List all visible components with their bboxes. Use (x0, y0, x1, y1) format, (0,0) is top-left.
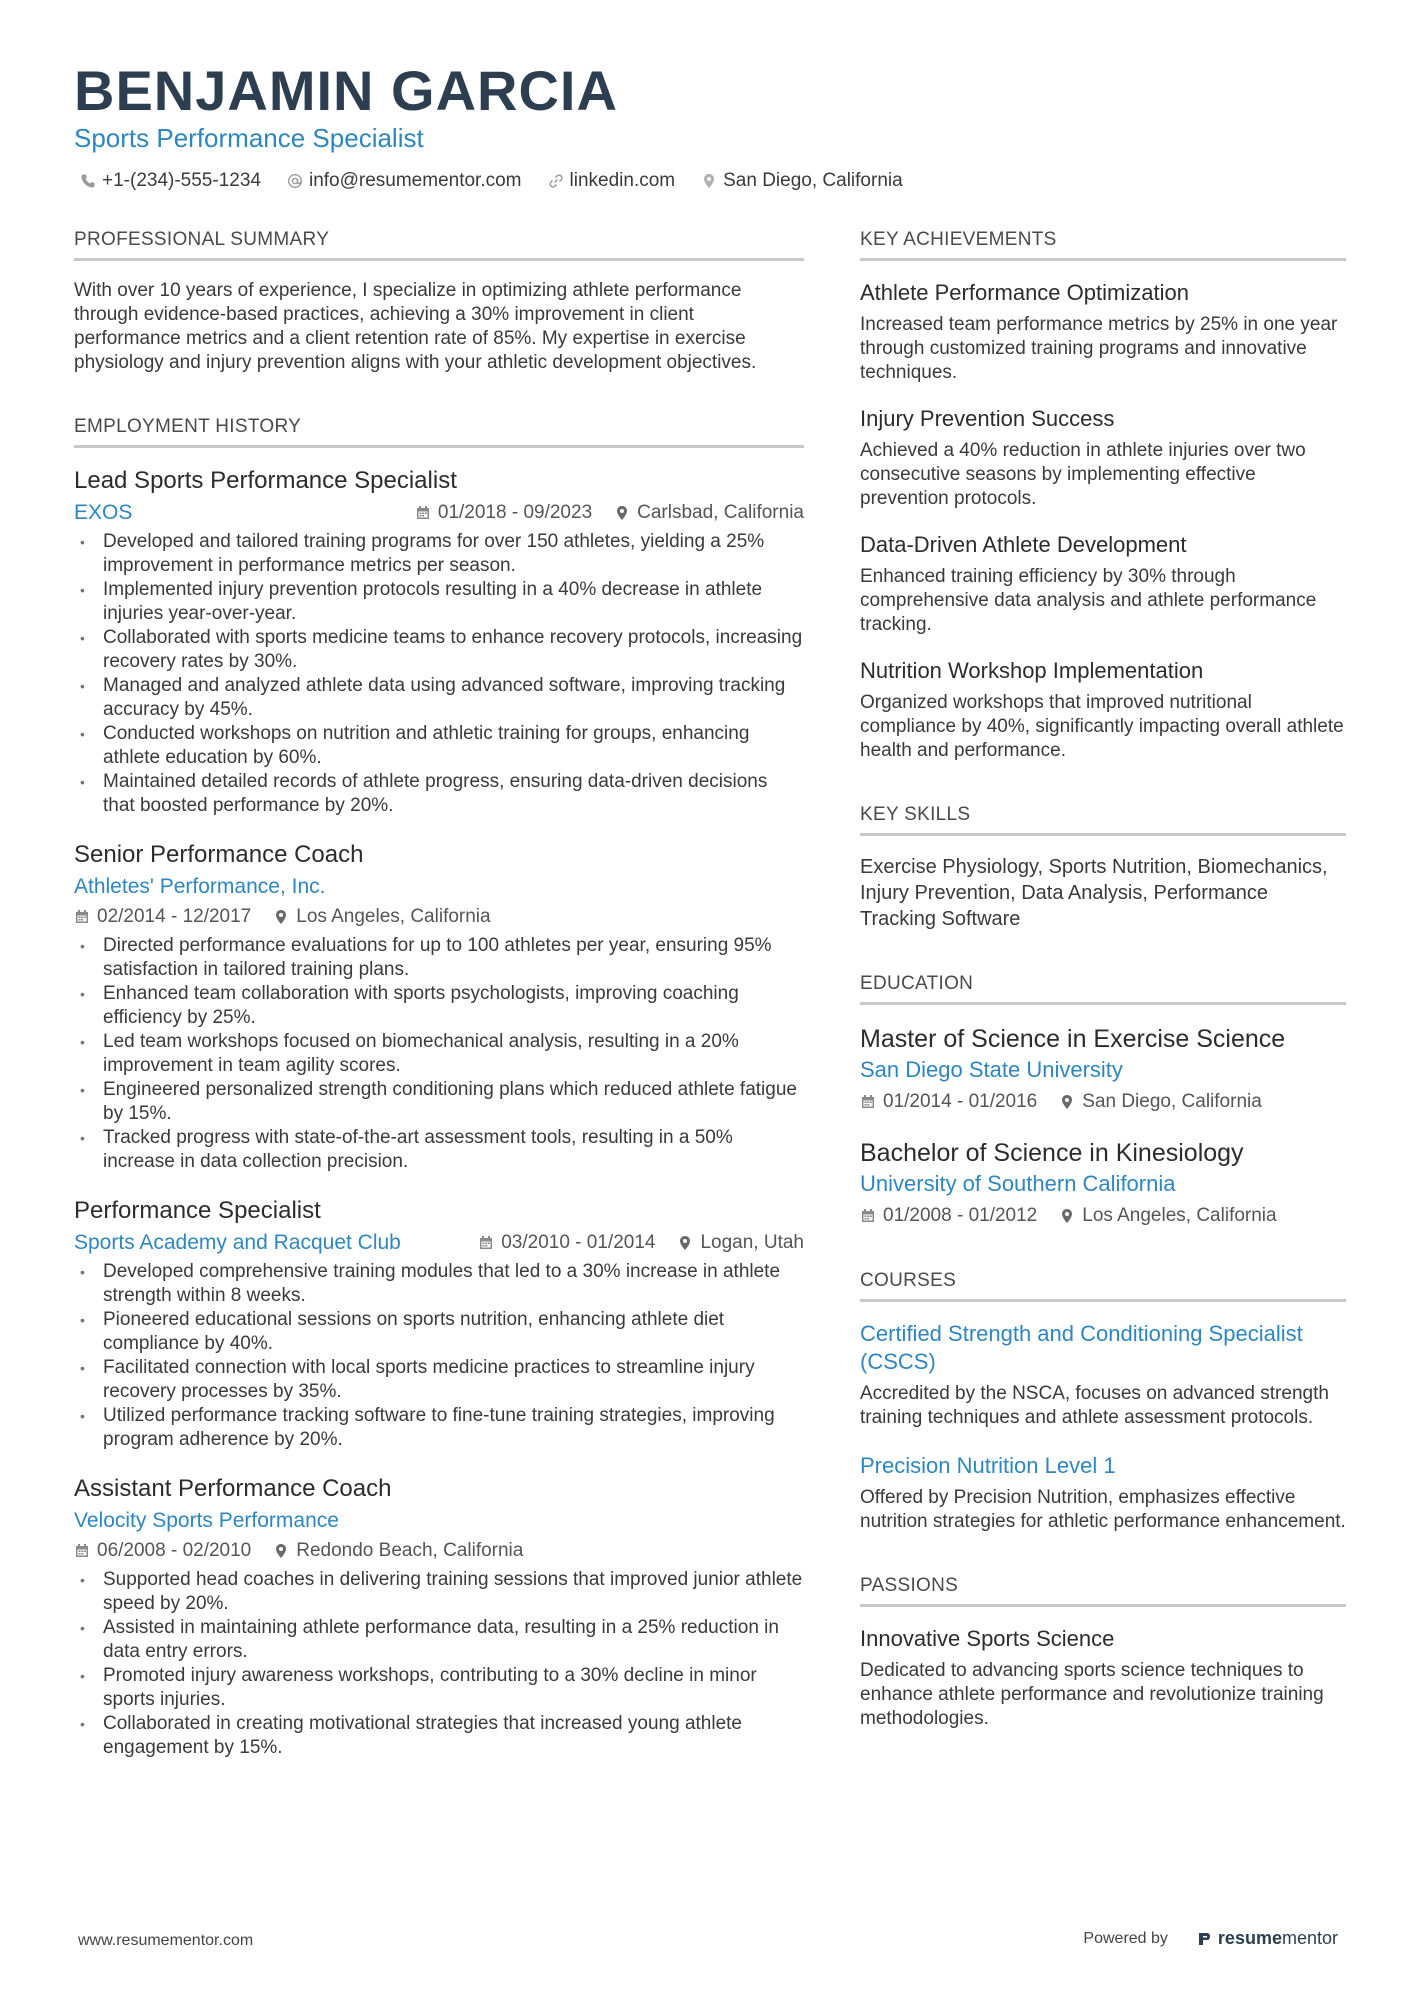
achievement-desc: Achieved a 40% reduction in athlete injuries over two consecutive seasons by implementing effective prevention protocols. (860, 440, 1306, 509)
job-bullets (74, 530, 804, 818)
job-bullets (74, 1260, 804, 1452)
calendar-icon (860, 1094, 876, 1110)
course-title: Precision Nutrition Level 1 (860, 1453, 1116, 1478)
job-dates: 06/2008 - 02/2010 (97, 1540, 252, 1561)
course-title: Certified Strength and Conditioning Specialist (CSCS) (860, 1321, 1303, 1374)
achievement-desc: Enhanced training efficiency by 30% through comprehensive data analysis and athlete performance tracking. (860, 566, 1317, 635)
passion-desc: Dedicated to advancing sports science techniques to enhance athlete performance and revolutionize training methodologies. (860, 1660, 1324, 1729)
skills-text: Exercise Physiology, Sports Nutrition, Biomechanics, Injury Prevention, Data Analysis, Performance Tracking Software (860, 856, 1328, 930)
job-bullet: • Enhanced team collaboration with sports psychologists, improving coaching efficiency by 25%. (74, 982, 804, 1030)
job-meta-dates-location (74, 1538, 804, 1564)
job-meta (74, 1230, 804, 1256)
brand-mark-icon (1196, 1931, 1212, 1947)
summary-text: With over 10 years of experience, I specialize in optimizing athlete performance through evidence-based practices, achieving a 30% improvement in client performance metrics and a client retention rate of 85%. My expertise in exercise physiology and injury prevention aligns with your athletic development objectives. (74, 280, 757, 373)
location-pin-icon (273, 1543, 289, 1559)
achievement-item (860, 405, 1346, 511)
passions-heading: PASSIONS (860, 1574, 1346, 1607)
footer-powered (1083, 1928, 1338, 1949)
job-title: Assistant Performance Coach (74, 1475, 392, 1502)
courses-heading: COURSES (860, 1269, 1346, 1302)
brand-text-b: mentor (1281, 1928, 1338, 1948)
achievement-title: Injury Prevention Success (860, 406, 1115, 431)
education-item (860, 1137, 1346, 1229)
education-degree: Master of Science in Exercise Science (860, 1025, 1286, 1053)
location-pin-icon (701, 173, 717, 189)
location-pin-icon (1059, 1094, 1075, 1110)
job-company: EXOS (74, 501, 133, 524)
achievement-title: Nutrition Workshop Implementation (860, 658, 1204, 683)
job-entry (74, 1196, 804, 1452)
candidate-role: Sports Performance Specialist (74, 123, 424, 153)
achievements-heading: KEY ACHIEVEMENTS (860, 228, 1346, 261)
contact-location (701, 168, 903, 194)
course-desc: Accredited by the NSCA, focuses on advanced strength training techniques and athlete assessment protocols. (860, 1383, 1329, 1428)
contact-linkedin[interactable] (548, 168, 676, 194)
link-icon (548, 173, 564, 189)
phone-icon (80, 173, 96, 189)
location-pin-icon (273, 909, 289, 925)
job-dates: 02/2014 - 12/2017 (97, 906, 252, 927)
location-pin-icon (614, 505, 630, 521)
achievement-desc: Organized workshops that improved nutritional compliance by 40%, significantly impacting overall athlete health and performance. (860, 692, 1344, 761)
job-bullet: • Assisted in maintaining athlete performance data, resulting in a 25% reduction in data entry errors. (74, 1616, 804, 1664)
job-bullet: • Facilitated connection with local sports medicine practices to streamline injury recovery processes by 35%. (74, 1356, 804, 1404)
job-title: Senior Performance Coach (74, 841, 364, 868)
job-bullet: • Led team workshops focused on biomechanical analysis, resulting in a 20% improvement in team agility scores. (74, 1030, 804, 1078)
location-text: San Diego, California (723, 170, 903, 191)
job-bullet: • Managed and analyzed athlete data using advanced software, improving tracking accuracy by 45%. (74, 674, 804, 722)
achievement-item (860, 657, 1346, 763)
job-company: Athletes' Performance, Inc. (74, 875, 326, 898)
job-dates: 03/2010 - 01/2014 (501, 1232, 656, 1253)
education-school: University of Southern California (860, 1171, 1176, 1196)
job-bullet: • Supported head coaches in delivering training sessions that improved junior athlete speed by 20%. (74, 1568, 804, 1616)
job-entry (74, 466, 804, 818)
job-location: Redondo Beach, California (296, 1540, 524, 1561)
job-location: Carlsbad, California (637, 502, 804, 523)
job-entry (74, 1474, 804, 1760)
education-degree: Bachelor of Science in Kinesiology (860, 1139, 1244, 1167)
job-bullet: • Maintained detailed records of athlete progress, ensuring data-driven decisions that boosted performance by 20%. (74, 770, 804, 818)
job-meta (74, 874, 804, 900)
calendar-icon (478, 1235, 494, 1251)
job-bullet: • Conducted workshops on nutrition and athletic training for groups, enhancing athlete education by 60%. (74, 722, 804, 770)
right-column (860, 228, 1346, 1751)
calendar-icon (74, 909, 90, 925)
contact-email[interactable] (287, 168, 522, 194)
course-item (860, 1452, 1346, 1534)
job-bullet: • Utilized performance tracking software to fine-tune training strategies, improving program adherence by 20%. (74, 1404, 804, 1452)
job-bullet: • Developed and tailored training programs for over 150 athletes, yielding a 25% improvement in performance metrics per season. (74, 530, 804, 578)
job-bullet: • Tracked progress with state-of-the-art assessment tools, resulting in a 50% increase in data collection precision. (74, 1126, 804, 1174)
linkedin-text[interactable]: linkedin.com (569, 170, 676, 191)
calendar-icon (860, 1208, 876, 1224)
calendar-icon (415, 505, 431, 521)
phone-text: +1-(234)-555-1234 (102, 170, 261, 191)
job-dates: 01/2018 - 09/2023 (437, 502, 593, 523)
education-item (860, 1023, 1346, 1115)
education-heading: EDUCATION (860, 972, 1346, 1005)
job-bullet: • Collaborated with sports medicine teams to enhance recovery protocols, increasing recovery rates by 30%. (74, 626, 804, 674)
job-bullet: • Collaborated in creating motivational strategies that increased young athlete engagement by 15%. (74, 1712, 804, 1760)
calendar-icon (74, 1543, 90, 1559)
job-meta-dates-location (74, 904, 804, 930)
job-bullet: • Pioneered educational sessions on sports nutrition, enhancing athlete diet compliance by 40%. (74, 1308, 804, 1356)
footer-website[interactable]: www.resumementor.com (78, 1932, 254, 1949)
powered-by-label: Powered by (1083, 1929, 1168, 1947)
job-meta (74, 1508, 804, 1534)
job-entry (74, 840, 804, 1174)
achievement-title: Athlete Performance Optimization (860, 280, 1189, 305)
job-meta (74, 500, 804, 526)
summary-heading: PROFESSIONAL SUMMARY (74, 228, 804, 261)
brand-logo[interactable] (1196, 1928, 1338, 1949)
contact-bar (80, 168, 903, 194)
education-location: San Diego, California (1082, 1091, 1262, 1112)
job-title: Performance Specialist (74, 1197, 321, 1224)
skills-heading: KEY SKILLS (860, 803, 1346, 836)
email-text[interactable]: info@resumementor.com (308, 170, 522, 191)
location-pin-icon (1059, 1208, 1075, 1224)
contact-phone (80, 168, 261, 194)
course-desc: Offered by Precision Nutrition, emphasizes effective nutrition strategies for athletic performance enhancement. (860, 1487, 1346, 1532)
education-school: San Diego State University (860, 1057, 1123, 1082)
job-company: Velocity Sports Performance (74, 1509, 339, 1532)
achievement-item (860, 531, 1346, 637)
candidate-name: BENJAMIN GARCIA (74, 59, 618, 122)
achievement-title: Data-Driven Athlete Development (860, 532, 1187, 557)
location-pin-icon (677, 1235, 693, 1251)
job-bullet: • Implemented injury prevention protocols resulting in a 40% decrease in athlete injuries year-over-year. (74, 578, 804, 626)
achievement-desc: Increased team performance metrics by 25% in one year through customized training programs and innovative techniques. (860, 314, 1338, 383)
job-bullets (74, 1568, 804, 1760)
job-location: Logan, Utah (700, 1232, 804, 1253)
achievement-item (860, 279, 1346, 385)
education-location: Los Angeles, California (1082, 1205, 1277, 1226)
job-bullet: • Engineered personalized strength conditioning plans which reduced athlete fatigue by 15%. (74, 1078, 804, 1126)
job-location: Los Angeles, California (296, 906, 491, 927)
passion-item (860, 1625, 1346, 1731)
job-company: Sports Academy and Racquet Club (74, 1231, 401, 1254)
education-dates: 01/2008 - 01/2012 (883, 1205, 1038, 1226)
education-dates: 01/2014 - 01/2016 (883, 1091, 1038, 1112)
course-item (860, 1320, 1346, 1430)
job-bullet: • Developed comprehensive training modules that led to a 30% increase in athlete strength within 8 weeks. (74, 1260, 804, 1308)
at-icon (287, 173, 303, 189)
left-column (74, 228, 804, 1782)
job-bullets (74, 934, 804, 1174)
job-bullet: • Promoted injury awareness workshops, contributing to a 30% decline in minor sports injuries. (74, 1664, 804, 1712)
employment-heading: EMPLOYMENT HISTORY (74, 415, 804, 448)
brand-text-a: resume (1217, 1928, 1282, 1948)
job-title: Lead Sports Performance Specialist (74, 467, 457, 494)
passion-title: Innovative Sports Science (860, 1626, 1115, 1651)
job-bullet: • Directed performance evaluations for up to 100 athletes per year, ensuring 95% satisfaction in tailored training plans. (74, 934, 804, 982)
